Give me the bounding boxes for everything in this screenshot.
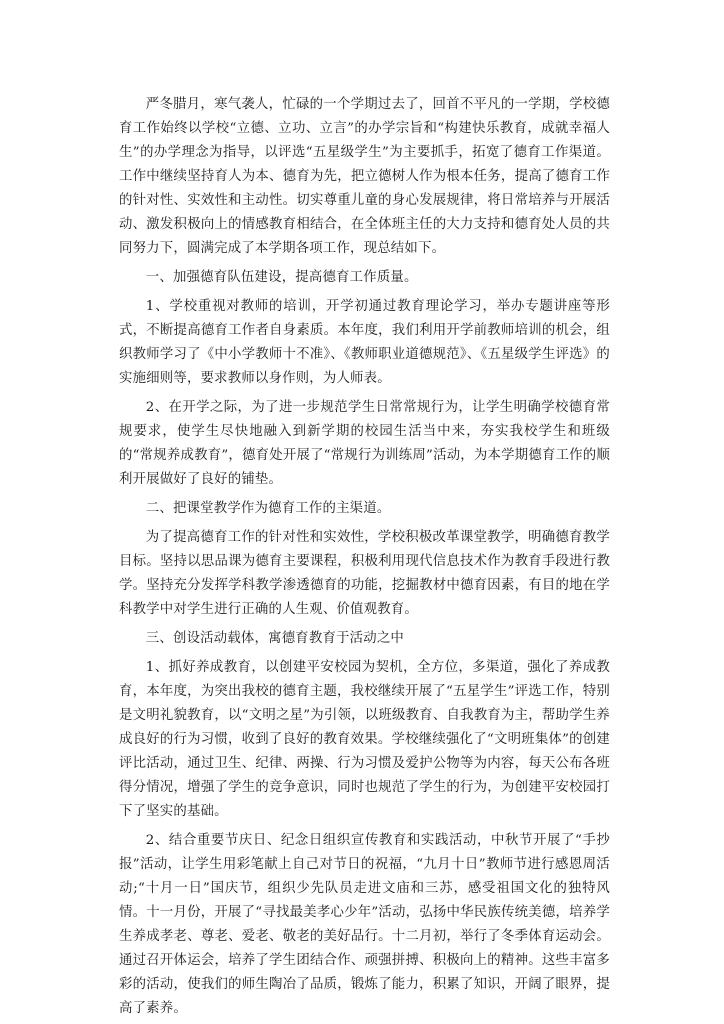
section-heading-2: 二、把课堂教学作为德育工作的主渠道。 (145, 501, 391, 516)
section-heading-1: 一、加强德育队伍建设，提高德育工作质量。 (145, 270, 418, 285)
section-3-item-2: 2、结合重要节庆日、纪念日组织宣传教育和实践活动，中秋节开展了“手抄报”活动，让学生用彩笔献上自己对节日的祝福，“九月十日”教师节进行感恩周活动;“十月一日”国庆节，组织少先队员走进文庙和三苏，感受祖国文化的独特风情。十一月份，开展了“寻找最美孝心少年”活动，弘扬中华民族传统美德，培养学生养成孝老、尊老、爱老、敬老的美好品行。十二月初，举行了冬季体育运动会。通过召开体运会，培养了学生团结合作、顽强拼搏、积极向上的精神。这些丰富多彩的活动，使我们的师生陶冶了品质，锻炼了能力，积累了知识，开阔了眼界，提高了素养。 (119, 833, 610, 1016)
section-1-item-1: 1、学校重视对教师的培训，开学初通过教育理论学习，举办专题讲座等形式，不断提高德育工作者自身素质。本年度，我们利用开学前教师培训的机会，组织教师学习了《中小学教师十不准》、《教师职业道德规范》、《五星级学生评选》的实施细则等，要求教师以身作则，为人师表。 (119, 299, 610, 386)
document-body (119, 93, 610, 1021)
intro-paragraph: 严冬腊月，寒气袭人，忙碌的一个学期过去了，回首不平凡的一学期，学校德育工作始终以学校“立德、立功、立言”的办学宗旨和“构建快乐教育，成就幸福人生”的办学理念为指导，以评选“五星级学生”为主要抓手，拓宽了德育工作渠道。工作中继续坚持育人为本、德育为先，把立德树人作为根本任务，提高了德育工作的针对性、实效性和主动性。切实尊重儿童的身心发展规律，将日常培养与开展活动、激发积极向上的情感教育相结合，在全体班主任的大力支持和德育处人员的共同努力下，圆满完成了本学期各项工作，现总结如下。 (119, 97, 610, 256)
section-3-item-1: 1、抓好养成教育，以创建平安校园为契机，全方位，多渠道，强化了养成教育，本年度，为突出我校的德育主题，我校继续开展了“五星学生”评选工作，特别是文明礼貌教育，以“文明之星”为引领，以班级教育、自我教育为主，帮助学生养成良好的行为习惯，收到了良好的教育效果。学校继续强化了“文明班集体”的创建评比活动，通过卫生、纪律、两操、行为习惯及爱护公物等为内容，每天公布各班得分情况，增强了学生的竞争意识，同时也规范了学生的行为，为创建平安校园打下了坚实的基础。 (119, 660, 610, 819)
section-2-paragraph: 为了提高德育工作的针对性和实效性，学校积极改革课堂教学，明确德育教学目标。坚持以思品课为德育主要课程，积极利用现代信息技术作为教育手段进行教学。坚持充分发挥学科教学渗透德育的功能，挖掘教材中德育因素，有目的地在学科教学中对学生进行正确的人生观、价值观教育。 (119, 530, 610, 617)
section-heading-3: 三、创设活动载体，寓德育教育于活动之中 (145, 631, 405, 646)
section-1-item-2: 2、在开学之际，为了进一步规范学生日常常规行为，让学生明确学校德育常规要求，使学生尽快地融入到新学期的校园生活当中来，夯实我校学生和班级的“常规养成教育”，德育处开展了“常规行为训练周”活动，为本学期德育工作的顺利开展做好了良好的铺垫。 (119, 400, 610, 487)
